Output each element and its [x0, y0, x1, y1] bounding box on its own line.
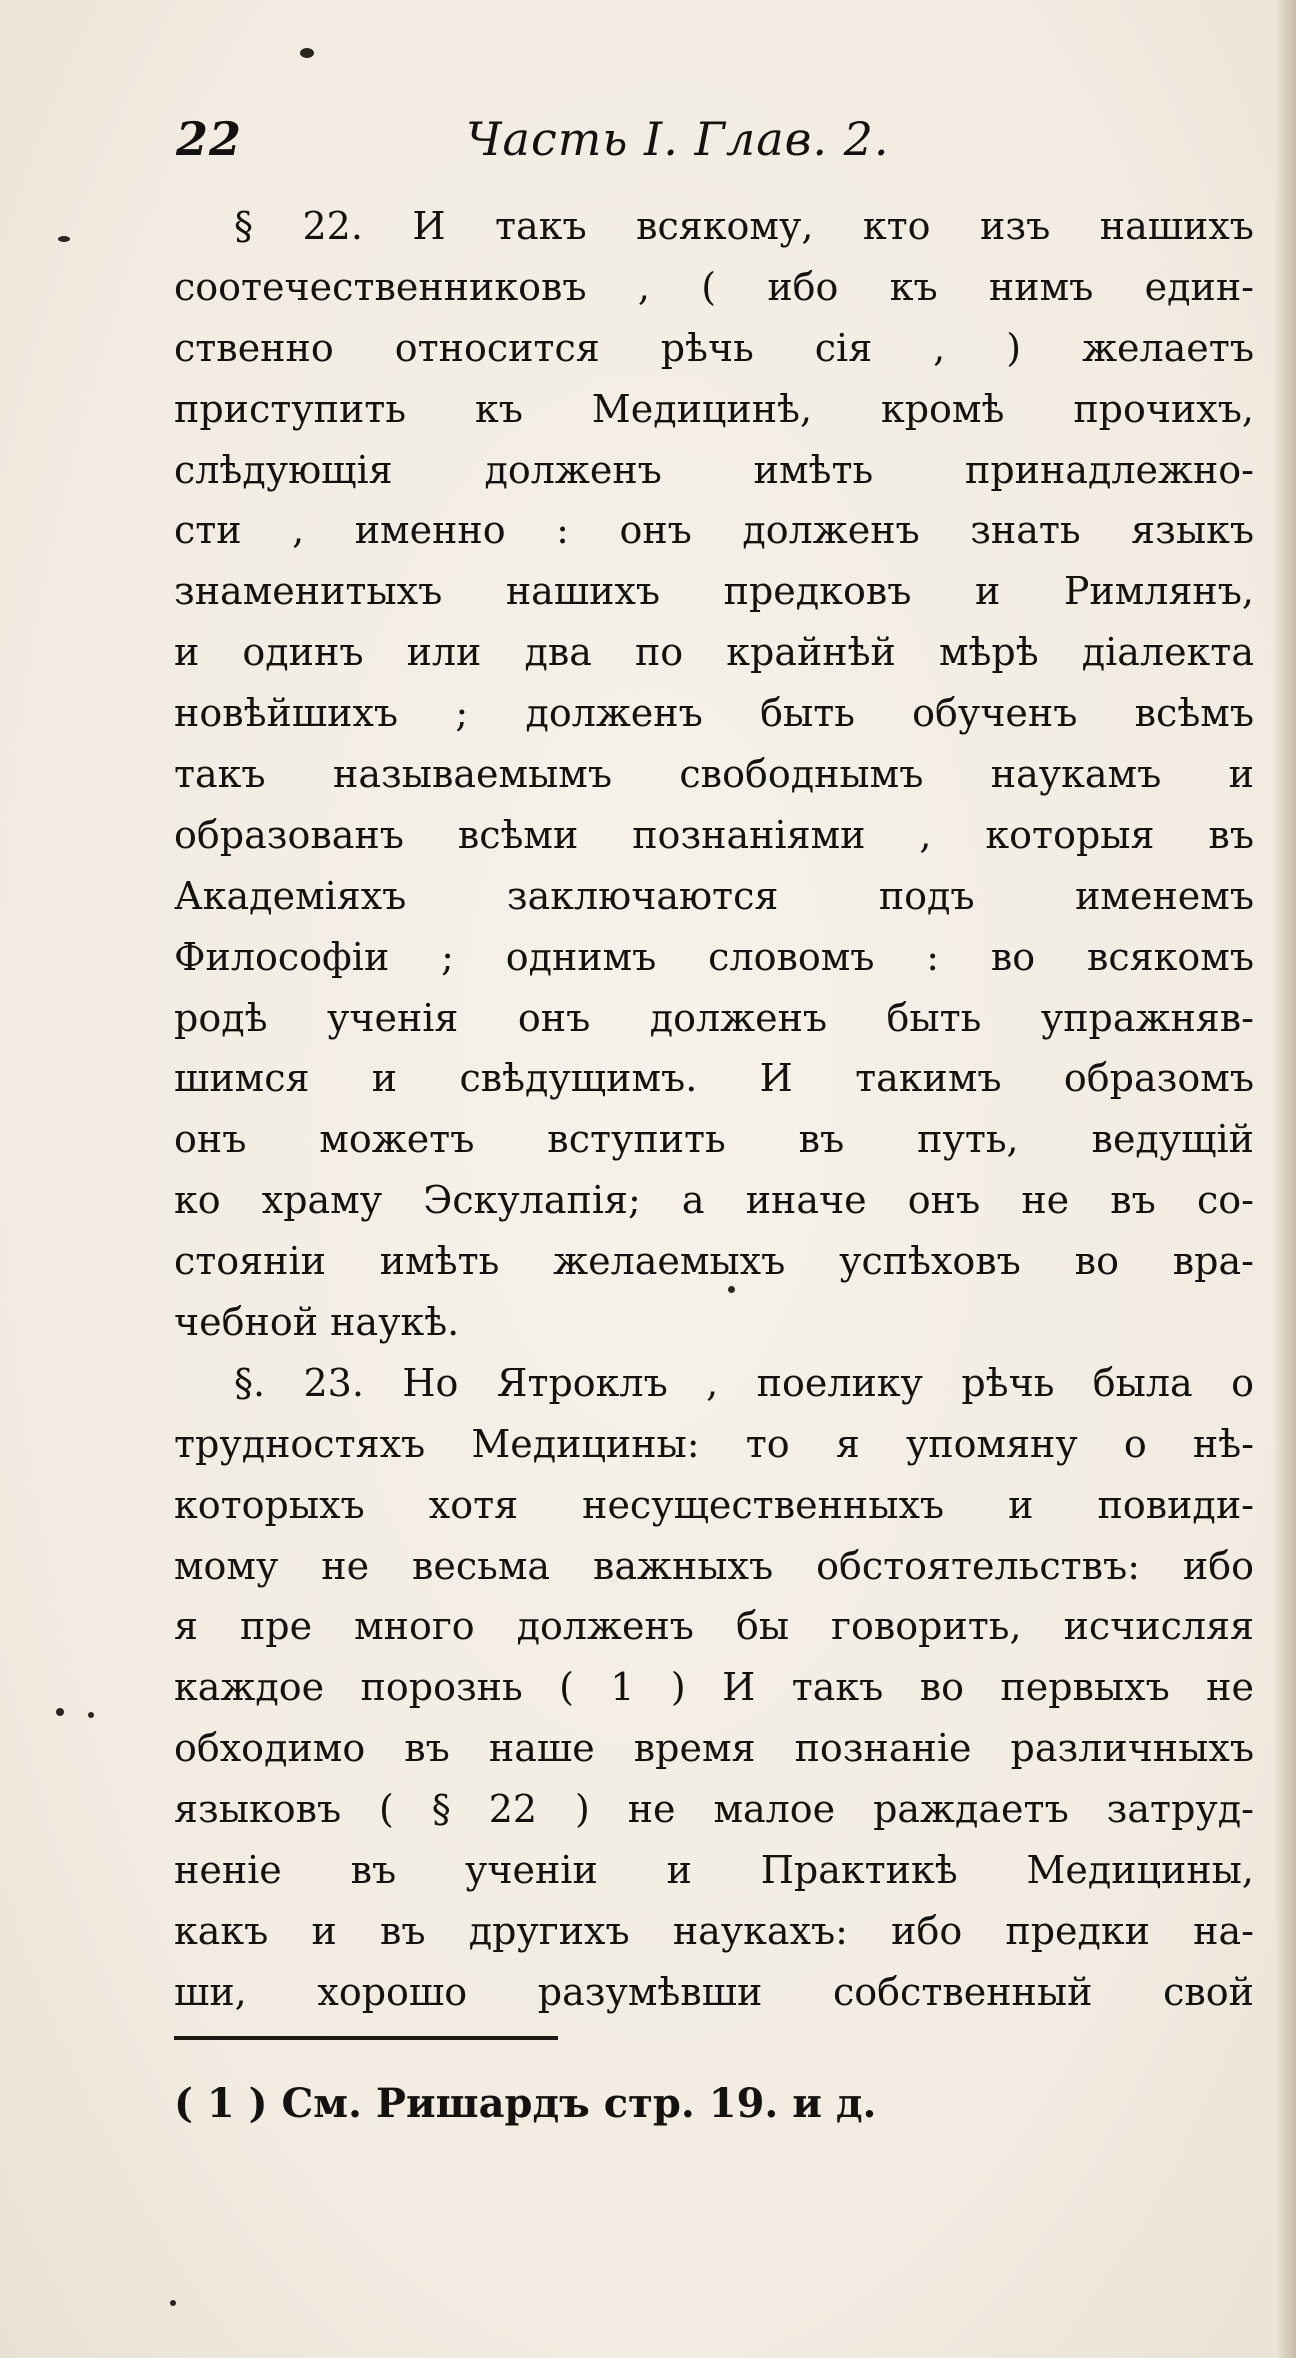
text-line: онъ можетъ вступить въ путь, ведущій — [174, 1117, 1254, 1162]
text-line: шимся и свѣдущимъ. И такимъ образомъ — [174, 1056, 1254, 1101]
text-line: знаменитыхъ нашихъ предковъ и Римлянъ, — [174, 569, 1254, 614]
text-line: новѣйшихъ ; долженъ быть обученъ всѣмъ — [174, 691, 1254, 736]
text-line: такъ называемымъ свободнымъ наукамъ и — [174, 752, 1254, 797]
text-line: Академіяхъ заключаются подъ именемъ — [174, 873, 1254, 918]
text-line: §. 23. Но Ятроклъ , поелику рѣчь была о — [234, 1360, 1254, 1405]
text-line: чебной наукѣ. — [174, 1300, 460, 1345]
ink-speck — [300, 48, 314, 58]
text-line: и одинъ или два по крайнѣй мѣрѣ діалекта — [174, 630, 1254, 675]
text-line: родѣ ученія онъ долженъ быть упражняв- — [174, 995, 1254, 1040]
text-line: ственно относится рѣчь сія , ) желаетъ — [174, 325, 1254, 370]
ink-speck — [170, 2300, 176, 2306]
ink-speck — [88, 1712, 94, 1718]
page-number: 22 — [176, 112, 243, 166]
text-line: § 22. И такъ всякому, кто изъ нашихъ — [234, 204, 1254, 248]
text-line: стояніи имѣть желаемыхъ успѣховъ во вра- — [174, 1239, 1254, 1284]
text-line: трудностяхъ Медицины: то я упомяну о нѣ- — [174, 1421, 1254, 1466]
text-line: какъ и въ другихъ наукахъ: ибо предки на- — [174, 1908, 1254, 1953]
text-line: я пре много долженъ бы говорить, исчисляя — [174, 1604, 1254, 1649]
running-header — [176, 112, 996, 172]
text-line: которыхъ хотя несущественныхъ и повиди- — [174, 1482, 1254, 1527]
text-line: неніе въ ученіи и Практикѣ Медицины, — [174, 1848, 1254, 1893]
text-line: образованъ всѣми познаніями , которыя въ — [174, 812, 1254, 857]
footnote: ( 1 ) См. Ришардъ стр. 19. и д. — [174, 2080, 877, 2127]
text-line: сти , именно : онъ долженъ знать языкъ — [174, 508, 1254, 553]
text-line: обходимо въ наше время познаніе различныхъ — [174, 1726, 1254, 1771]
text-line: приступить къ Медицинѣ, кромѣ прочихъ, — [174, 386, 1254, 431]
main-text — [174, 196, 1254, 2023]
page-edge — [1274, 0, 1296, 2358]
ink-speck — [728, 1286, 735, 1293]
text-line: слѣдующія долженъ имѣть принадлежно- — [174, 447, 1254, 492]
ink-speck — [56, 1708, 64, 1716]
text-line: мому не весьма важныхъ обстоятельствъ: ибо — [174, 1543, 1254, 1588]
text-line: каждое порознь ( 1 ) И такъ во первыхъ не — [174, 1665, 1254, 1710]
text-line: языковъ ( § 22 ) не малое раждаетъ затруд- — [174, 1787, 1254, 1832]
text-line: ко храму Эскулапія; а иначе онъ не въ со- — [174, 1178, 1254, 1223]
running-title: Часть I. Глав. 2. — [466, 112, 890, 166]
text-line: Философіи ; однимъ словомъ : во всякомъ — [174, 934, 1254, 979]
text-line: ши, хорошо разумѣвши собственный свой — [174, 1969, 1254, 2014]
ink-speck — [58, 236, 70, 242]
footnote-rule — [174, 2036, 558, 2040]
text-line: соотечественниковъ , ( ибо къ нимъ един- — [174, 264, 1254, 309]
